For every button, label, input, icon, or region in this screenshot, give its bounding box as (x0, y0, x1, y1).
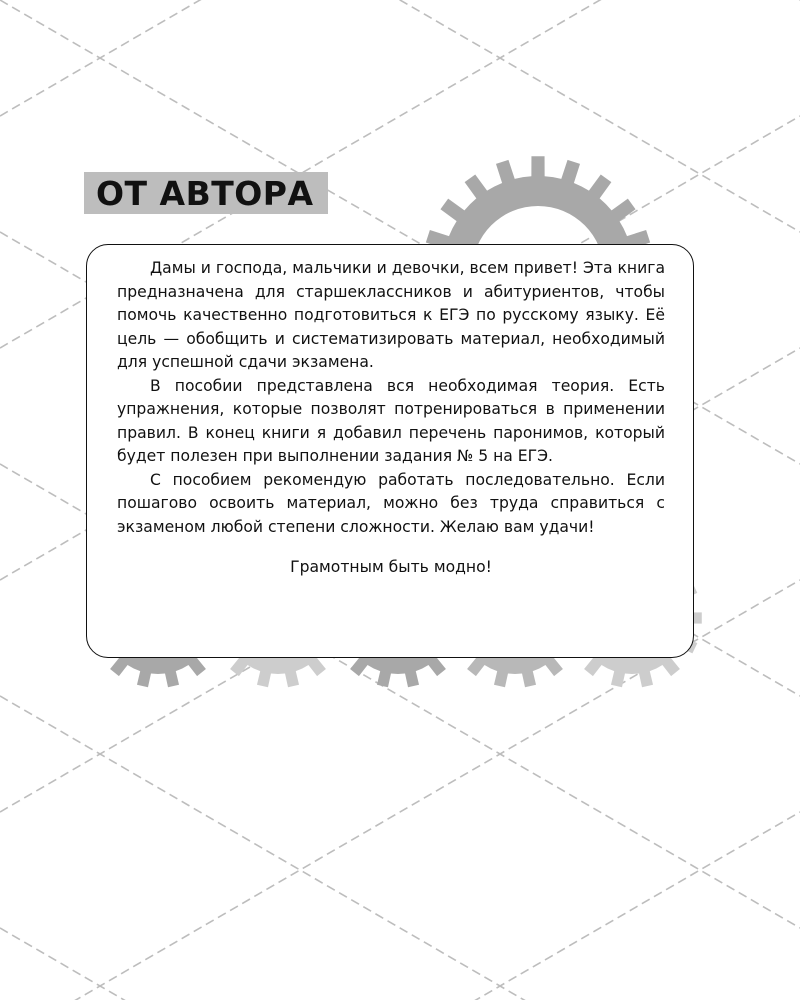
author-note-card (86, 244, 694, 658)
paragraph-2: В пособии представлена вся необходимая теория. Есть упражнения, которые позволят потренироваться в применении правил. В конец книги я добавил перечень паронимов, который будет полезен при выполнении задания № 5 на ЕГЭ. (117, 376, 665, 465)
section-title: ОТ АВТОРА (96, 173, 314, 213)
closing-line: Грамотным быть модно! (290, 558, 492, 576)
section-title-box (84, 172, 328, 214)
paragraph-3: С пособием рекомендую работать последовательно. Если пошагово освоить материал, можно без труда справиться с экзаменом любой степени сложности. Желаю вам удачи! (117, 470, 665, 536)
paragraph-1: Дамы и господа, мальчики и девочки, всем привет! Эта книга предназначена для старшеклассников и абитуриентов, чтобы помочь качественно подготовиться к ЕГЭ по русскому языку. Её цель — обобщить и систематизировать материал, необходимый для успешной сдачи экзамена. (117, 259, 665, 371)
